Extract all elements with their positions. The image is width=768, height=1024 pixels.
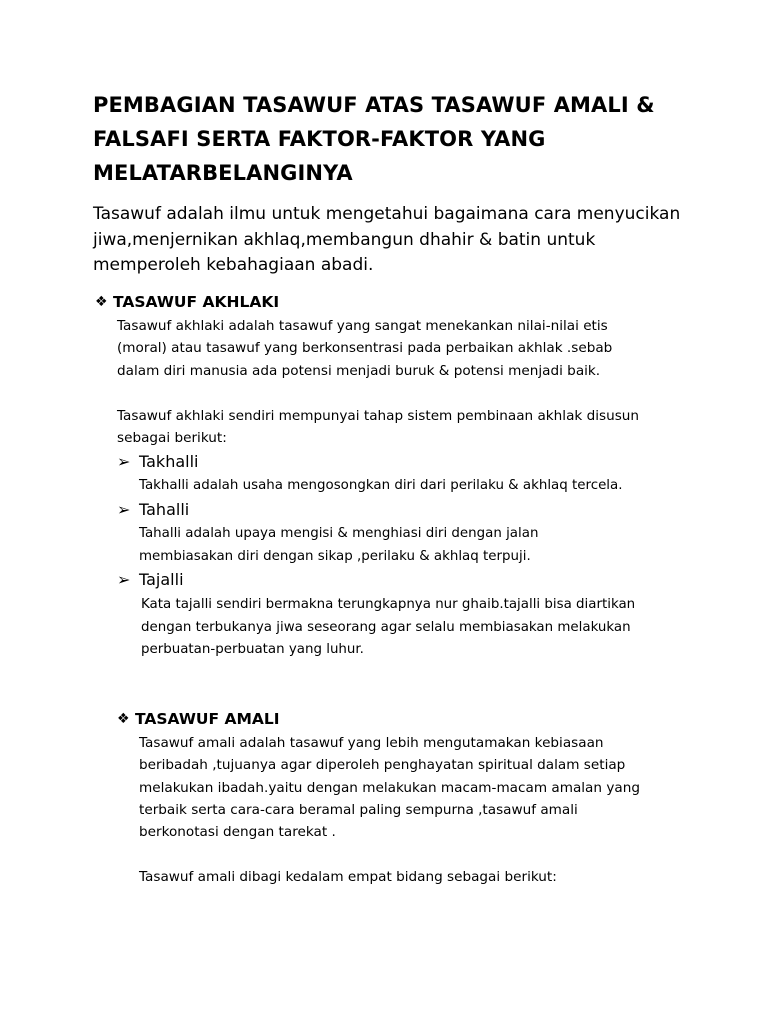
akhlaki-paragraph-2 — [117, 405, 717, 450]
tajalli-paragraph — [141, 594, 731, 662]
document-title — [93, 88, 713, 190]
subheading-takhalli — [117, 452, 198, 472]
amali-paragraph-1 — [139, 732, 729, 843]
section-heading-text: TASAWUF AKHLAKI — [113, 293, 280, 311]
arrow-bullet-icon: ➢ — [117, 500, 131, 519]
paragraph-line: Tasawuf amali adalah tasawuf yang lebih mengutamakan kebiasaan — [139, 735, 604, 751]
paragraph-line: Tasawuf akhlaki adalah tasawuf yang sangat menekankan nilai-nilai etis — [117, 318, 608, 334]
section-heading-text: TASAWUF AMALI — [135, 710, 280, 728]
subheading-tajalli — [117, 570, 184, 590]
akhlaki-paragraph-1 — [117, 315, 717, 382]
intro-line: jiwa,menjernikan akhlaq,membangun dhahir & batin untuk — [93, 229, 596, 250]
title-line: FALSAFI SERTA FAKTOR-FAKTOR YANG — [93, 127, 546, 151]
paragraph-line: beribadah ,tujuanya agar diperoleh penghayatan spiritual dalam setiap — [139, 757, 626, 774]
paragraph-line: terbaik serta cara-cara beramal paling sempurna ,tasawuf amali — [139, 801, 578, 818]
paragraph-line: dengan terbukanya jiwa seseorang agar selalu membiasakan melakukan — [141, 619, 631, 635]
paragraph-line: Tasawuf amali dibagi kedalam empat bidang sebagai berikut: — [139, 869, 557, 885]
diamond-bullet-icon: ❖ — [95, 294, 108, 310]
paragraph-line: Tasawuf akhlaki sendiri mempunyai tahap sistem pembinaan akhlak disusun — [117, 408, 640, 424]
arrow-bullet-icon: ➢ — [117, 452, 131, 471]
title-line: MELATARBELANGINYA — [93, 161, 353, 185]
paragraph-line: perbuatan-perbuatan yang luhur. — [141, 642, 364, 658]
paragraph-line: Takhalli adalah usaha mengosongkan diri dari perilaku & akhlaq tercela. — [139, 478, 623, 493]
paragraph-line: Kata tajalli sendiri bermakna terungkapnya nur ghaib.tajalli bisa diartikan — [141, 597, 636, 612]
diamond-bullet-icon: ❖ — [117, 711, 130, 727]
tahalli-paragraph — [139, 523, 719, 568]
section-heading-akhlaki — [95, 292, 279, 312]
paragraph-line: berkonotasi dengan tarekat . — [139, 824, 336, 841]
takhalli-paragraph — [139, 475, 719, 498]
paragraph-line: (moral) atau tasawuf yang berkonsentrasi pada perbaikan akhlak .sebab — [117, 340, 613, 357]
subheading-text: Tajalli — [139, 570, 184, 589]
subheading-text: Tahalli — [139, 500, 190, 519]
paragraph-line: Tahalli adalah upaya mengisi & menghiasi diri dengan jalan — [139, 526, 539, 541]
arrow-bullet-icon: ➢ — [117, 570, 131, 589]
intro-paragraph — [93, 202, 713, 279]
subheading-tahalli — [117, 500, 189, 520]
paragraph-line: dalam diri manusia ada potensi menjadi buruk & potensi menjadi baik. — [117, 362, 601, 379]
intro-line: memperoleh kebahagiaan abadi. — [93, 255, 374, 275]
subheading-text: Takhalli — [139, 452, 199, 471]
amali-paragraph-2 — [139, 866, 729, 888]
paragraph-line: sebagai berikut: — [117, 430, 227, 447]
title-line: PEMBAGIAN TASAWUF ATAS TASAWUF AMALI & — [93, 93, 655, 117]
paragraph-line: membiasakan diri dengan sikap ,perilaku & akhlaq terpuji. — [139, 548, 531, 564]
intro-line: Tasawuf adalah ilmu untuk mengetahui bagaimana cara menyucikan — [93, 204, 681, 224]
paragraph-line: melakukan ibadah.yaitu dengan melakukan macam-macam amalan yang — [139, 779, 640, 796]
section-heading-amali — [117, 709, 280, 729]
